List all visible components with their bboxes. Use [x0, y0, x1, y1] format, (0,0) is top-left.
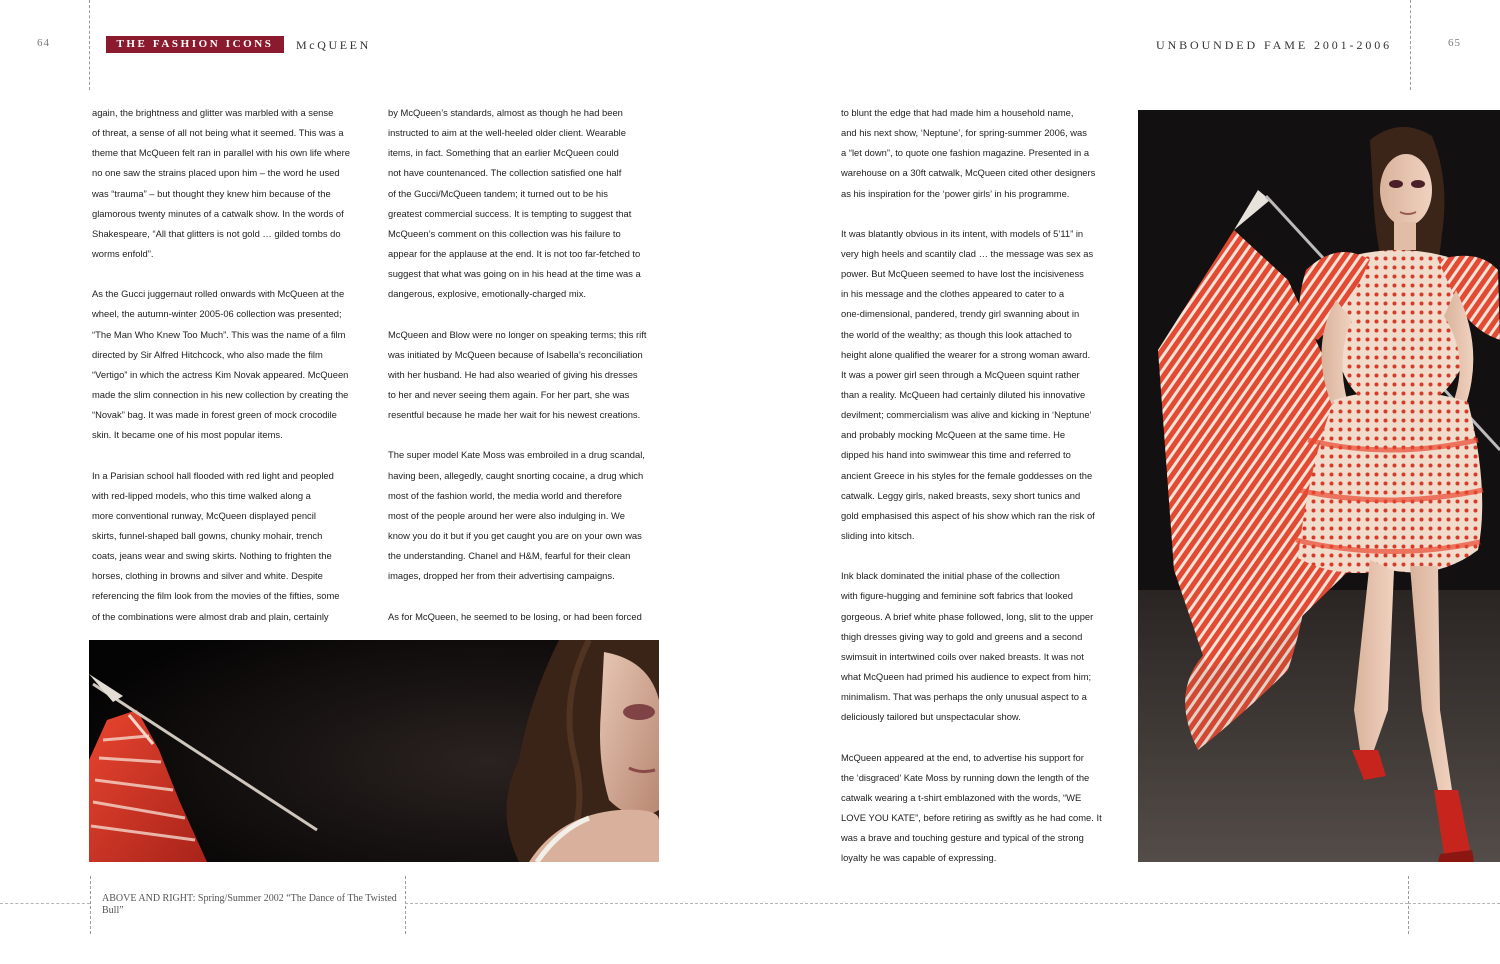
text-line: power. But McQueen seemed to have lost the incisiveness — [841, 268, 1084, 280]
footer-rule-middle — [405, 903, 1408, 904]
text-line: of the combinations were almost drab and plain, certainly — [92, 610, 329, 622]
text-line: McQueen appeared at the end, to advertise his support for — [841, 751, 1084, 763]
running-head-left: McQUEEN — [296, 38, 371, 52]
series-badge: THE FASHION ICONS — [106, 36, 284, 53]
text-line: swimsuit in intertwined coils over naked breasts. It was not — [841, 650, 1084, 662]
text-line: referencing the film look from the movies of the fifties, some — [92, 590, 340, 602]
text-line: warehouse on a 30ft catwalk, McQueen cited other designers — [841, 167, 1096, 179]
paragraph-gap — [841, 727, 1113, 747]
left-margin-rule — [89, 0, 90, 90]
paragraph-gap — [92, 264, 364, 284]
text-line: sliding into kitsch. — [841, 529, 915, 541]
text-line: deliciously tailored but unspectacular show. — [841, 711, 1021, 723]
text-line: most of the people around her were also indulging in. We — [388, 509, 625, 521]
text-line: theme that McQueen felt ran in parallel with his own life where — [92, 147, 350, 159]
text-line: In a Parisian school hall flooded with red light and peopled — [92, 469, 334, 481]
text-line: Ink black dominated the initial phase of the collection — [841, 570, 1060, 582]
text-line: directed by Sir Alfred Hitchcock, who also made the film — [92, 348, 323, 360]
photo-caption: ABOVE AND RIGHT: Spring/Summer 2002 “The Dance of The Twisted Bull” — [102, 893, 397, 916]
text-column-3 — [841, 103, 1113, 868]
paragraph-gap — [841, 204, 1113, 224]
text-column-2 — [388, 103, 660, 627]
footer-rule-right — [1408, 876, 1409, 934]
text-line: glamorous twenty minutes of a catwalk show. In the words of — [92, 207, 344, 219]
text-line: no one saw the strains placed upon him – the word he used — [92, 167, 340, 179]
paragraph-gap — [92, 445, 364, 465]
text-line: in his message and the clothes appeared to cater to a — [841, 288, 1065, 300]
text-line: height alone qualified the wearer for a strong woman award. — [841, 348, 1091, 360]
page-number-right: 65 — [1448, 37, 1461, 49]
caption-rule-left — [90, 876, 91, 934]
text-line: as his inspiration for the ‘power girls’ in his programme. — [841, 187, 1070, 199]
text-line: “Novak” bag. It was made in forest green of mock crocodile — [92, 409, 337, 421]
text-line: again, the brightness and glitter was marbled with a sense — [92, 107, 334, 118]
page-number-left: 64 — [37, 37, 50, 49]
paragraph-gap — [388, 425, 660, 445]
text-line: “The Man Who Knew Too Much”. This was the name of a film — [92, 328, 346, 340]
text-line: not have countenanced. The collection satisfied one half — [388, 167, 622, 179]
text-line: skirts, funnel-shaped ball gowns, chunky mohair, trench — [92, 529, 323, 541]
text-line: and his next show, ‘Neptune’, for spring-summer 2006, was — [841, 127, 1087, 139]
footer-rule-left — [0, 903, 90, 904]
text-line: As the Gucci juggernaut rolled onwards with McQueen at the — [92, 288, 345, 300]
text-line: gold emphasised this aspect of his show which ran the risk of — [841, 509, 1095, 521]
text-line: thigh dresses giving way to gold and greens and a second — [841, 630, 1083, 642]
paragraph-gap — [388, 586, 660, 606]
text-line: was “trauma” – but thought they knew him because of the — [92, 187, 331, 199]
text-line: the ‘disgraced’ Kate Moss by running down the length of the — [841, 771, 1090, 783]
text-line: The super model Kate Moss was embroiled in a drug scandal, — [388, 449, 645, 461]
text-line: instructed to aim at the well-heeled older client. Wearable — [388, 127, 626, 139]
text-line: by McQueen’s standards, almost as though he had been — [388, 107, 623, 118]
text-line: coats, jeans wear and swing skirts. Nothing to frighten the — [92, 550, 332, 562]
caption-rule-right — [405, 876, 406, 934]
right-margin-rule — [1410, 0, 1411, 90]
running-head-right: UNBOUNDED FAME 2001-2006 — [1156, 38, 1393, 52]
text-line: As for McQueen, he seemed to be losing, or had been forced — [388, 610, 642, 622]
text-line: gorgeous. A brief white phase followed, long, slit to the upper — [841, 610, 1094, 622]
text-line: made the slim connection in his new collection by creating the — [92, 388, 349, 400]
text-line: a “let down”, to quote one fashion magazine. Presented in a — [841, 147, 1090, 159]
text-line: catwalk. Leggy girls, naked breasts, sexy short tunics and — [841, 489, 1081, 501]
text-line: was a brave and touching gesture and typical of the strong — [841, 832, 1084, 844]
text-line: greatest commercial success. It is tempting to suggest that — [388, 207, 632, 219]
text-line: what McQueen had primed his audience to expect from him; — [841, 670, 1092, 682]
text-line: having been, allegedly, caught snorting cocaine, a drug which — [388, 469, 644, 481]
text-line: Shakespeare, “All that glitters is not gold … gilded tombs do — [92, 227, 341, 239]
text-line: with figure-hugging and feminine soft fabrics that looked — [841, 590, 1073, 602]
text-line: items, in fact. Something that an earlier McQueen could — [388, 147, 619, 159]
runway-closeup-photo — [89, 640, 659, 862]
text-line: resentful because he made her wait for his newest creations. — [388, 409, 641, 421]
text-line: devilment; commercialism was alive and kicking in ‘Neptune’ — [841, 409, 1092, 421]
text-line: most of the fashion world, the media world and therefore — [388, 489, 622, 501]
text-line: than a reality. McQueen had certainly diluted his innovative — [841, 388, 1086, 400]
runway-full-photo — [1138, 110, 1500, 862]
text-line: was initiated by McQueen because of Isabella’s reconciliation — [388, 348, 643, 360]
text-line: very high heels and scantily clad … the message was sex as — [841, 247, 1094, 259]
text-line: one-dimensional, pandered, trendy girl swanning about in — [841, 308, 1080, 320]
text-line: more conventional runway, McQueen displayed pencil — [92, 509, 316, 521]
text-line: loyalty he was capable of expressing. — [841, 852, 997, 864]
text-line: McQueen and Blow were no longer on speaking terms; this rift — [388, 328, 647, 340]
text-line: the understanding. Chanel and H&M, fearful for their clean — [388, 550, 631, 562]
text-line: appear for the applause at the end. It is not too far-fetched to — [388, 247, 641, 259]
text-line: It was blatantly obvious in its intent, with models of 5’11” in — [841, 227, 1084, 239]
text-line: minimalism. That was perhaps the only unusual aspect to a — [841, 691, 1087, 703]
paragraph-gap — [841, 546, 1113, 566]
text-line: worms enfold”. — [92, 247, 154, 259]
text-line: and probably mocking McQueen at the same time. He — [841, 429, 1066, 441]
text-line: skin. It became one of his most popular items. — [92, 429, 283, 441]
text-line: wheel, the autumn-winter 2005-06 collection was presented; — [92, 308, 342, 320]
text-line: “Vertigo” in which the actress Kim Novak appeared. McQueen — [92, 368, 349, 380]
text-column-1 — [92, 103, 364, 627]
text-line: dangerous, explosive, emotionally-charged mix. — [388, 288, 587, 300]
text-line: with red-lipped models, who this time walked along a — [92, 489, 311, 501]
text-line: of the Gucci/McQueen tandem; it turned out to be his — [388, 187, 608, 199]
text-line: images, dropped her from their advertising campaigns. — [388, 570, 615, 582]
text-line: horses, clothing in browns and silver and white. Despite — [92, 570, 323, 582]
footer-rule-end — [1408, 903, 1500, 904]
text-line: the world of the wealthy; as though this look attached to — [841, 328, 1072, 340]
text-line: to blunt the edge that had made him a household name, — [841, 107, 1074, 118]
text-line: catwalk wearing a t-shirt emblazoned with the words, “WE — [841, 791, 1082, 803]
text-line: suggest that what was going on in his head at the time was a — [388, 268, 641, 280]
text-line: dipped his hand into swimwear this time and referred to — [841, 449, 1071, 461]
text-line: It was a power girl seen through a McQueen squint rather — [841, 368, 1080, 380]
text-line: of threat, a sense of all not being what it seemed. This was a — [92, 127, 344, 139]
text-line: ancient Greece in his styles for the female goddesses on the — [841, 469, 1093, 481]
paragraph-gap — [388, 304, 660, 324]
text-line: know you do it but if you get caught you are on your own was — [388, 529, 642, 541]
text-line: to her and never seeing them again. For her part, she was — [388, 388, 630, 400]
text-line: LOVE YOU KATE”, before retiring as swiftly as he had come. It — [841, 811, 1102, 823]
text-line: McQueen’s comment on this collection was his failure to — [388, 227, 621, 239]
text-line: with her husband. He had also wearied of giving his dresses — [388, 368, 638, 380]
